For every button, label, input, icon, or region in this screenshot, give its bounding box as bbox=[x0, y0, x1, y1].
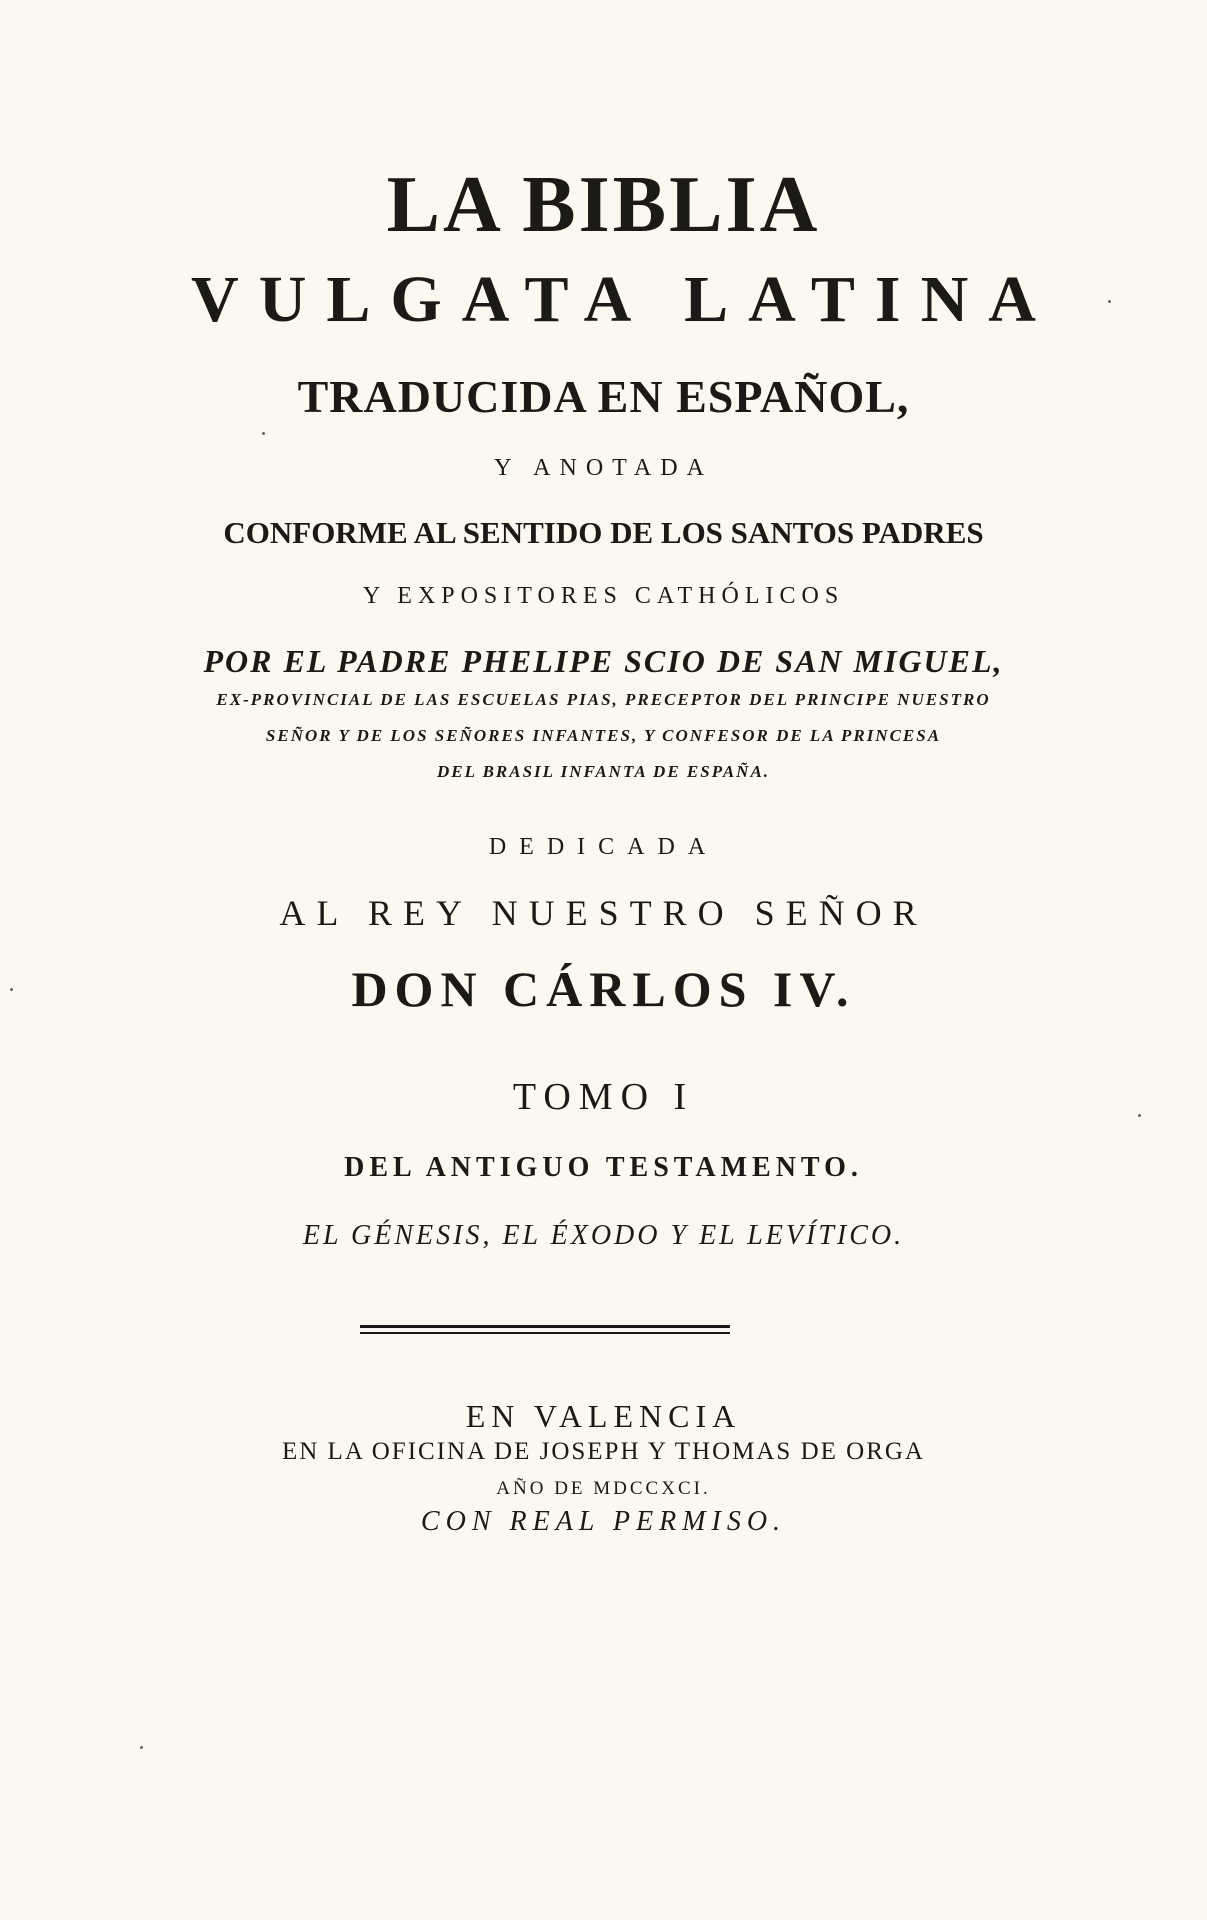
subtitle-expositores: Y EXPOSITORES CATHÓLICOS bbox=[362, 583, 845, 609]
paper-speck bbox=[1138, 1114, 1141, 1117]
imprint-city: EN VALENCIA bbox=[465, 1398, 742, 1434]
volume-books: EL GÉNESIS, EL ÉXODO Y EL LEVÍTICO. bbox=[302, 1220, 905, 1251]
title-line-3: TRADUCIDA EN ESPAÑOL, bbox=[297, 371, 910, 422]
author-name: POR EL PADRE PHELIPE SCIO DE SAN MIGUEL, bbox=[203, 643, 1004, 679]
imprint-year: AÑO DE MDCCXCI. bbox=[496, 1478, 711, 1499]
paper-speck bbox=[10, 988, 13, 991]
paper-speck bbox=[1108, 300, 1111, 303]
subtitle-annotated: Y ANOTADA bbox=[494, 455, 713, 481]
paper-speck bbox=[140, 1746, 143, 1749]
dedication-recipient: AL REY NUESTRO SEÑOR bbox=[279, 893, 928, 933]
subtitle-conforme: CONFORME AL SENTIDO DE LOS SANTOS PADRES bbox=[223, 515, 984, 550]
dedication-king-name: DON CÁRLOS IV. bbox=[351, 961, 856, 1017]
imprint-printer: EN LA OFICINA DE JOSEPH Y THOMAS DE ORGA bbox=[281, 1438, 925, 1465]
author-description-line-1: EX-PROVINCIAL DE LAS ESCUELAS PIAS, PRECEPTOR DEL PRINCIPE NUESTRO bbox=[216, 690, 991, 709]
author-description-line-2: SEÑOR Y DE LOS SEÑORES INFANTES, Y CONFESOR DE LA PRINCESA bbox=[265, 726, 942, 745]
paper-speck bbox=[262, 432, 265, 435]
volume-number: TOMO I bbox=[512, 1076, 695, 1118]
volume-part: DEL ANTIGUO TESTAMENTO. bbox=[344, 1152, 863, 1183]
imprint-permission: CON REAL PERMISO. bbox=[420, 1506, 787, 1537]
author-description-line-3: DEL BRASIL INFANTA DE ESPAÑA. bbox=[436, 762, 771, 781]
title-line-2: VULGATA LATINA bbox=[191, 263, 1056, 336]
double-rule-divider bbox=[360, 1325, 730, 1337]
title-line-1: LA BIBLIA bbox=[386, 161, 821, 249]
dedication-heading: DEDICADA bbox=[488, 834, 719, 860]
